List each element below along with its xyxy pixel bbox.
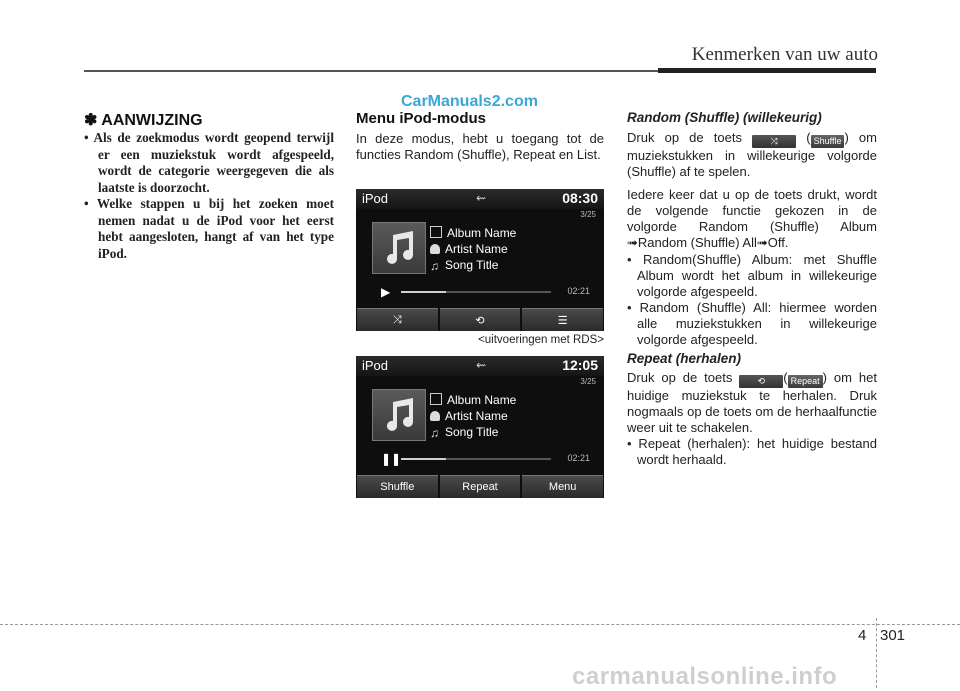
screen-caption: <uitvoeringen met RDS> bbox=[478, 334, 604, 346]
play-icon: ▶ bbox=[381, 285, 391, 299]
menu-button[interactable]: Menu bbox=[522, 475, 603, 498]
note-title: ✽ AANWIJZING bbox=[84, 112, 203, 129]
progress-bar bbox=[401, 458, 551, 460]
album-art bbox=[372, 222, 426, 274]
album-icon bbox=[430, 393, 442, 405]
running-header: Kenmerken van uw auto bbox=[691, 44, 878, 65]
note-item: • Welke stappen u bij het zoeken moet nemen nadat u de iPod voor het eerst hebt aangesloten, hangt af van het type iPod. bbox=[84, 196, 334, 261]
note-list bbox=[84, 130, 334, 262]
album-row bbox=[430, 393, 516, 407]
shuffle-icon[interactable]: ⤨ bbox=[357, 308, 438, 331]
watermark-top: CarManuals2.com bbox=[401, 93, 538, 110]
repeat-para-1 bbox=[627, 370, 877, 436]
screen-source-label: iPod bbox=[362, 191, 389, 206]
song-row bbox=[430, 258, 498, 272]
text-span: ) om het huidige muziekstuk te herhalen. Druk nogmaals op de toets om de herhaalfunctie weer uit te schakelen. bbox=[627, 370, 877, 435]
page-number: 301 bbox=[880, 627, 906, 644]
repeat-button[interactable]: Repeat bbox=[440, 475, 521, 498]
repeat-title: Repeat (herhalen) bbox=[627, 351, 742, 366]
random-section bbox=[627, 110, 877, 348]
repeat-label: Repeat bbox=[788, 375, 823, 388]
menu-text: In deze modus, hebt u toegang tot de functies Random (Shuffle), Repeat en List. bbox=[356, 131, 604, 162]
usb-icon: ⇜ bbox=[476, 191, 487, 205]
person-icon bbox=[430, 411, 440, 421]
song-title: Song Title bbox=[445, 425, 499, 439]
pause-icon: ❚❚ bbox=[381, 452, 402, 466]
random-para-2: Iedere keer dat u op de toets drukt, wordt de volgende functie gekozen in de volgorde Random (Shuffle) Album ➟Random (Shuffle) All➟Off. bbox=[627, 187, 877, 250]
random-bullet-2: • Random (Shuffle) All: hiermee worden alle muziekstukken in willekeurige volgorde afgespeeld. bbox=[627, 300, 877, 347]
ipod-screen-2 bbox=[356, 356, 604, 498]
artist-row bbox=[430, 242, 508, 256]
note-item: • Als de zoekmodus wordt geopend terwijl er een muziekstuk wordt afgespeeld, wordt de categorie weergegeven die als laatste is doorzocht. bbox=[84, 130, 334, 195]
artist-name: Artist Name bbox=[445, 409, 508, 423]
text-span: Druk op de toets bbox=[627, 130, 742, 145]
album-name: Album Name bbox=[447, 226, 517, 240]
screen-button-bar bbox=[356, 475, 604, 498]
text-span: Druk op de toets bbox=[627, 370, 733, 385]
chapter-number: 4 bbox=[858, 627, 867, 644]
artist-name: Artist Name bbox=[445, 242, 508, 256]
ipod-screen-1 bbox=[356, 189, 604, 331]
footer-rule bbox=[0, 624, 960, 625]
text-span: ( bbox=[783, 370, 788, 385]
music-note-icon bbox=[381, 229, 417, 265]
album-icon bbox=[430, 226, 442, 238]
progress-bar bbox=[401, 291, 551, 293]
album-row bbox=[430, 226, 516, 240]
random-title: Random (Shuffle) (willekeurig) bbox=[627, 110, 822, 125]
header-rule-accent bbox=[658, 68, 876, 73]
shuffle-label: Shuffle bbox=[811, 135, 845, 148]
text-span: ( bbox=[806, 130, 811, 145]
album-art bbox=[372, 389, 426, 441]
screen-clock: 12:05 bbox=[562, 357, 598, 373]
repeat-section bbox=[627, 351, 877, 468]
song-row bbox=[430, 425, 498, 439]
progress-fill bbox=[401, 291, 446, 293]
progress-fill bbox=[401, 458, 446, 460]
elapsed-time: 02:21 bbox=[567, 453, 590, 463]
screen-clock: 08:30 bbox=[562, 190, 598, 206]
music-note-icon: ♫ bbox=[430, 426, 439, 440]
track-counter: 3/25 bbox=[580, 377, 596, 386]
elapsed-time: 02:21 bbox=[567, 286, 590, 296]
repeat-key-icon: ⟲ bbox=[739, 375, 783, 388]
usb-icon: ⇜ bbox=[476, 358, 487, 372]
list-icon[interactable]: ☰ bbox=[522, 308, 603, 331]
screen-button-bar bbox=[356, 308, 604, 331]
music-note-icon bbox=[381, 396, 417, 432]
text-span: ) om muziekstukken in willekeurige volgorde (Shuffle) af te spelen. bbox=[627, 130, 877, 179]
shuffle-key-icon: ⤨ bbox=[752, 135, 796, 148]
person-icon bbox=[430, 244, 440, 254]
repeat-icon[interactable]: ⟲ bbox=[440, 308, 521, 331]
footer-divider bbox=[876, 618, 877, 688]
screen-source-label: iPod bbox=[362, 358, 389, 373]
repeat-bullet-1: • Repeat (herhalen): het huidige bestand wordt herhaald. bbox=[627, 436, 877, 467]
random-para-1 bbox=[627, 130, 877, 180]
watermark-bottom: carmanualsonline.info bbox=[572, 663, 838, 690]
track-counter: 3/25 bbox=[580, 210, 596, 219]
song-title: Song Title bbox=[445, 258, 499, 272]
random-bullet-1: • Random(Shuffle) Album: met Shuffle Album wordt het album in willekeurige volgorde afgespeeld. bbox=[627, 252, 877, 299]
album-name: Album Name bbox=[447, 393, 517, 407]
menu-title: Menu iPod-modus bbox=[356, 110, 486, 127]
artist-row bbox=[430, 409, 508, 423]
music-note-icon: ♫ bbox=[430, 259, 439, 273]
shuffle-button[interactable]: Shuffle bbox=[357, 475, 438, 498]
